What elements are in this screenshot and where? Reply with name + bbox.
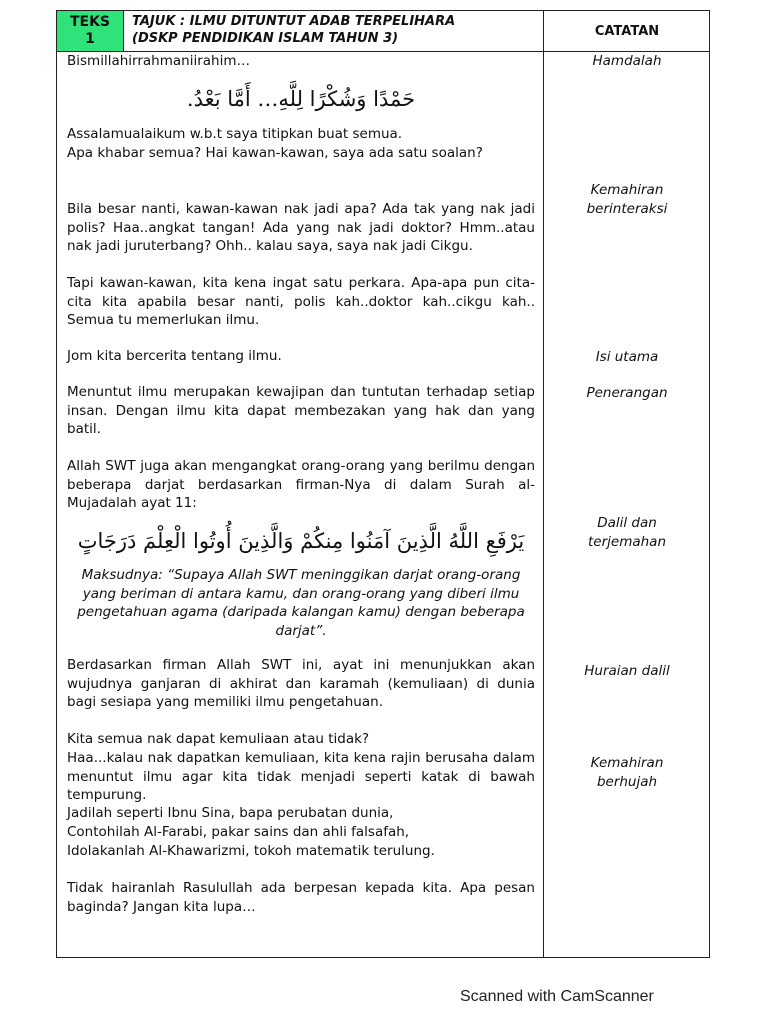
- title-line-2: (DSKP PENDIDIKAN ISLAM TAHUN 3): [132, 31, 399, 46]
- paragraph-al-farabi: Contohilah Al-Farabi, pakar sains dan ahli falsafah,: [67, 824, 410, 840]
- title-block: [132, 13, 537, 47]
- script-table: [56, 10, 710, 958]
- arabic-hamdalah: حَمْدًا وَشُكْرًا لِلَّهِ… أَمَّا بَعْدُ.: [186, 87, 416, 111]
- paragraph-greeting: Apa khabar semua? Hai kawan-kawan, saya ada satu soalan?: [67, 145, 483, 161]
- paragraph-question: Kita semua nak dapat kemuliaan atau tidak?: [67, 731, 370, 747]
- note-dalil-terjemahan: Dalil dan terjemahan: [587, 515, 666, 550]
- column-divider: [543, 11, 544, 957]
- paragraph-huraian: Berdasarkan firman Allah SWT ini, ayat ini menunjukkan akan wujudnya ganjaran di akhirat dan karamah (kemuliaan) di dunia bagi sesiapa yang memiliki ilmu pengetahuan.: [67, 657, 535, 710]
- note-isi-utama: Isi utama: [595, 349, 659, 365]
- note-kemahiran-berinteraksi: Kemahiran berinteraksi: [586, 182, 668, 217]
- note-penerangan: Penerangan: [586, 385, 668, 401]
- paragraph-ilmu-needed: Tapi kawan-kawan, kita kena ingat satu perkara. Apa-apa pun cita-cita kita apabila besar nanti, polis kah..doktor kah..cikgu kah.. Semua tu memerlukan ilmu.: [67, 275, 535, 328]
- paragraph-cita-cita: Bila besar nanti, kawan-kawan nak jadi apa? Ada tak yang nak jadi polis? Haa..angkat tangan! Ada yang nak jadi doktor? Hmm..atau nak jadi juruterbang? Ohh.. kalau saya, saya nak jadi Cikgu.: [67, 201, 535, 254]
- scanner-watermark: Scanned with CamScanner: [460, 988, 654, 1005]
- paragraph-jom: Jom kita bercerita tentang ilmu.: [67, 348, 282, 364]
- note-hamdalah: Hamdalah: [592, 53, 662, 69]
- paragraph-firman: Allah SWT juga akan mengangkat orang-orang yang berilmu dengan beberapa darjat berdasarkan firman-Nya di dalam Surah al-Mujadalah ayat 11:: [67, 458, 535, 511]
- note-kemahiran-berhujah: Kemahiran berhujah: [590, 755, 664, 790]
- teks-number: 1: [85, 31, 95, 47]
- teks-label: TEKS: [69, 14, 111, 30]
- paragraph-ibnu-sina: Jadilah seperti Ibnu Sina, bapa perubatan dunia,: [67, 805, 394, 821]
- paragraph-rasulullah: Tidak hairanlah Rasulullah ada berpesan kepada kita. Apa pesan baginda? Jangan kita lupa…: [67, 880, 535, 915]
- paragraph-kewajipan: Menuntut ilmu merupakan kewajipan dan tuntutan terhadap setiap insan. Dengan ilmu kita dapat membezakan yang hak dan yang batil.: [67, 384, 535, 437]
- catatan-header: CATATAN: [594, 23, 660, 39]
- title-line-1: TAJUK : ILMU DITUNTUT ADAB TERPELIHARA: [132, 14, 456, 29]
- paragraph-salam: Assalamualaikum w.b.t saya titipkan buat semua.: [67, 126, 403, 142]
- paragraph-bismillah: Bismillahirrahmaniirahim…: [67, 53, 250, 69]
- maksud-translation: Maksudnya: “Supaya Allah SWT meninggikan darjat orang-orang yang beriman di antara kamu, dan orang-orang yang diberi ilmu pengetahuan agama (daripada kalangan kamu) dengan beberapa darjat”.: [77, 567, 525, 639]
- paragraph-al-khawarizmi: Idolakanlah Al-Khawarizmi, tokoh matematik terulung.: [67, 843, 435, 859]
- note-huraian-dalil: Huraian dalil: [584, 663, 670, 679]
- paragraph-katak: Haa...kalau nak dapatkan kemuliaan, kita kena rajin berusaha dalam menuntut ilmu agar kita tidak menjadi seperti katak di bawah tempurung.: [67, 750, 535, 803]
- teks-label-box: [57, 11, 124, 51]
- arabic-ayat: يَرْفَعِ اللَّهُ الَّذِينَ آمَنُوا مِنكُمْ وَالَّذِينَ أُوتُوا الْعِلْمَ دَرَجَاتٍ: [77, 529, 525, 553]
